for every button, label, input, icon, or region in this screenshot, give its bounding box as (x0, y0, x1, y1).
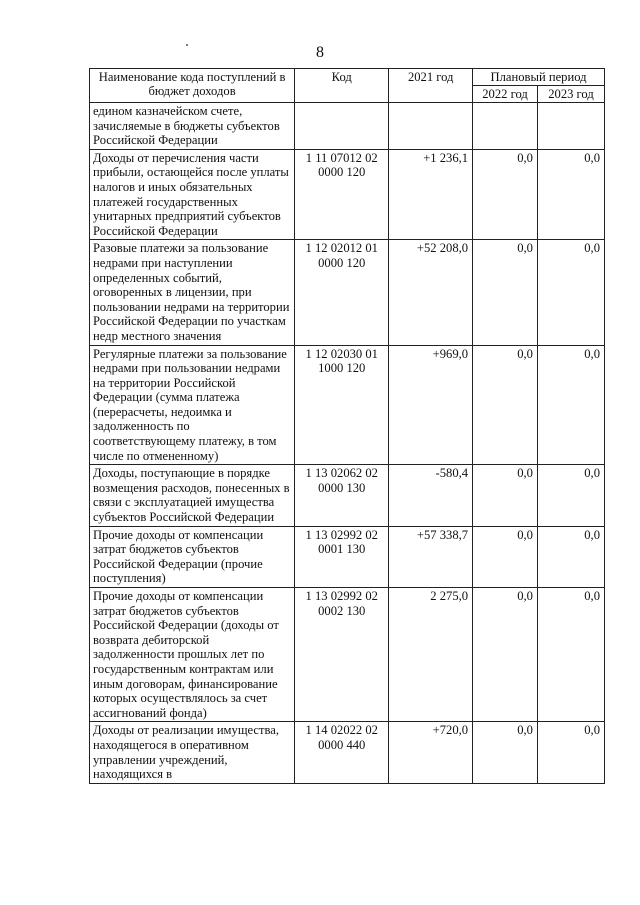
row-code: 1 12 02012 01 0000 120 (295, 240, 389, 345)
table-body (90, 103, 605, 784)
table-row (90, 240, 605, 345)
row-value-2021: +57 338,7 (389, 526, 473, 587)
row-code (295, 103, 389, 150)
table-row (90, 588, 605, 722)
revenue-table (89, 68, 605, 784)
table-row (90, 722, 605, 783)
table-row (90, 465, 605, 526)
row-code: 1 13 02992 02 0002 130 (295, 588, 389, 722)
row-name: едином казначейском счете, зачисляемые в бюджеты субъектов Российской Федерации (90, 103, 295, 150)
header-2022: 2022 год (473, 86, 538, 103)
row-code: 1 11 07012 02 0000 120 (295, 149, 389, 240)
row-name: Доходы от реализации имущества, находящегося в оперативном управлении учреждений, находящихся в (90, 722, 295, 783)
row-code: 1 13 02062 02 0000 130 (295, 465, 389, 526)
row-value-2023 (537, 103, 604, 150)
row-value-2021: +52 208,0 (389, 240, 473, 345)
row-value-2021: +720,0 (389, 722, 473, 783)
row-value-2021: +1 236,1 (389, 149, 473, 240)
row-name: Разовые платежи за пользование недрами при наступлении определенных событий, оговоренных в лицензии, при пользовании недрами на территории Российской Федерации по участкам недр местного значения (90, 240, 295, 345)
row-name: Доходы, поступающие в порядке возмещения расходов, понесенных в связи с эксплуатацией имущества субъектов Российской Федерации (90, 465, 295, 526)
row-value-2023: 0,0 (537, 345, 604, 465)
row-code: 1 12 02030 01 1000 120 (295, 345, 389, 465)
row-value-2023: 0,0 (537, 240, 604, 345)
row-name: Регулярные платежи за пользование недрами при пользовании недрами на территории Российской Федерации (сумма платежа (перерасчеты, недоимка и задолженность по соответствующему платежу, в том числе по отмененному) (90, 345, 295, 465)
row-value-2022: 0,0 (473, 240, 538, 345)
row-code: 1 13 02992 02 0001 130 (295, 526, 389, 587)
row-value-2023: 0,0 (537, 149, 604, 240)
header-row-1 (90, 69, 605, 86)
header-code: Код (295, 69, 389, 103)
row-value-2022: 0,0 (473, 526, 538, 587)
table-header (90, 69, 605, 103)
table-row (90, 103, 605, 150)
table-row (90, 345, 605, 465)
row-value-2022: 0,0 (473, 345, 538, 465)
row-value-2022 (473, 103, 538, 150)
row-value-2023: 0,0 (537, 526, 604, 587)
row-name: Прочие доходы от компенсации затрат бюджетов субъектов Российской Федерации (прочие поступления) (90, 526, 295, 587)
page-number: 8 (316, 44, 324, 61)
header-plan-period: Плановый период (473, 69, 605, 86)
header-name: Наименование кода поступлений в бюджет доходов (90, 69, 295, 103)
row-value-2022: 0,0 (473, 465, 538, 526)
row-value-2021: -580,4 (389, 465, 473, 526)
row-value-2021: 2 275,0 (389, 588, 473, 722)
table-row (90, 149, 605, 240)
row-value-2021 (389, 103, 473, 150)
header-2021: 2021 год (389, 69, 473, 103)
row-value-2022: 0,0 (473, 149, 538, 240)
row-value-2022: 0,0 (473, 722, 538, 783)
row-value-2021: +969,0 (389, 345, 473, 465)
row-name: Прочие доходы от компенсации затрат бюджетов субъектов Российской Федерации (доходы от возврата дебиторской задолженности прошлых лет по государственным контрактам или иным договорам, финансирование которых осуществлялось за счет ассигнований фонда) (90, 588, 295, 722)
table-row (90, 526, 605, 587)
row-value-2023: 0,0 (537, 465, 604, 526)
header-2023: 2023 год (537, 86, 604, 103)
row-value-2023: 0,0 (537, 722, 604, 783)
row-value-2023: 0,0 (537, 588, 604, 722)
row-code: 1 14 02022 02 0000 440 (295, 722, 389, 783)
row-name: Доходы от перечисления части прибыли, остающейся после уплаты налогов и иных обязательных платежей государственных унитарных предприятий субъектов Российской Федерации (90, 149, 295, 240)
row-value-2022: 0,0 (473, 588, 538, 722)
